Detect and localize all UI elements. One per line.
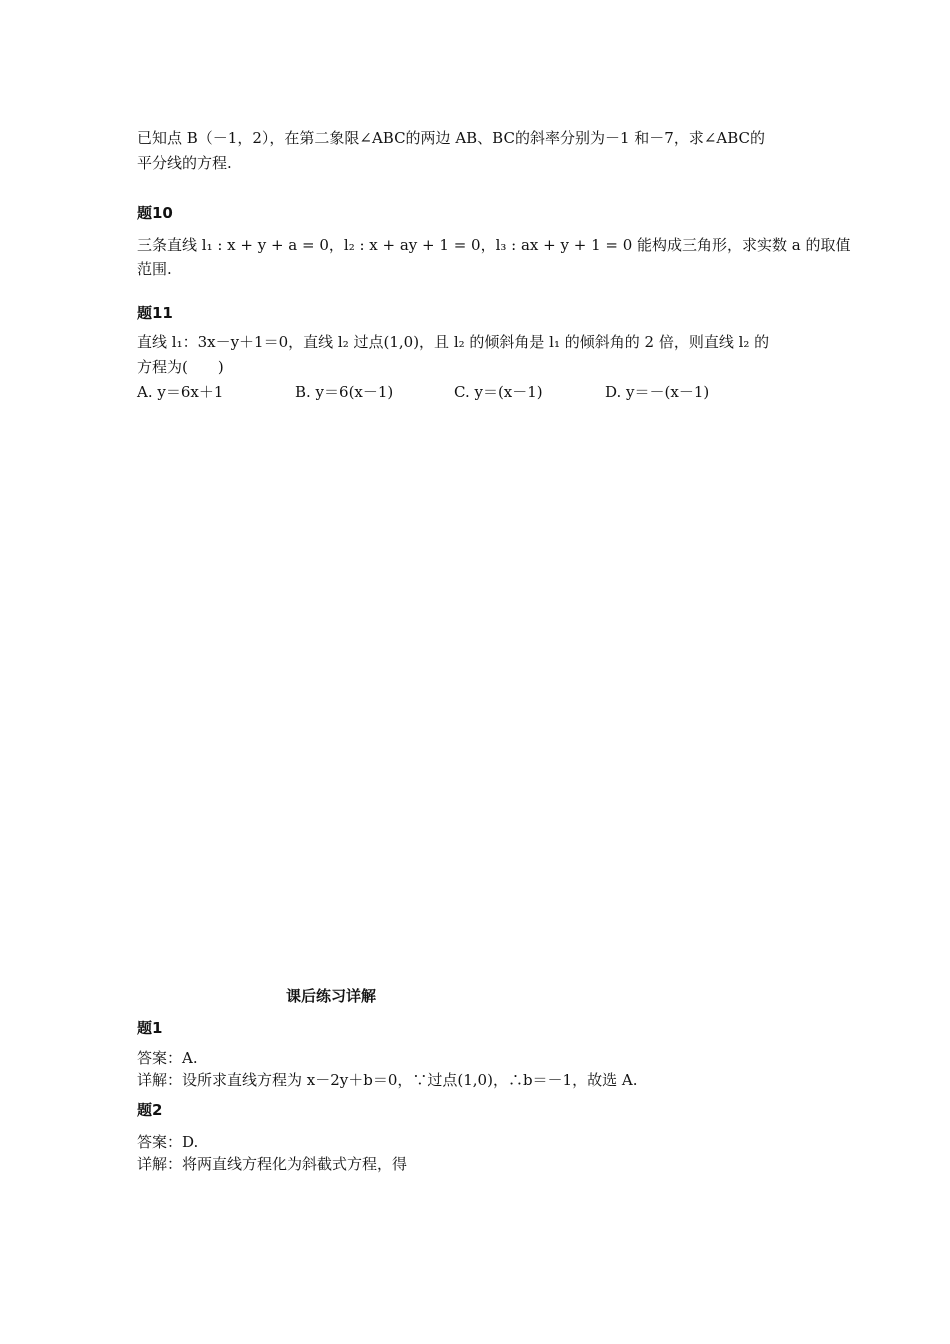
solution1-detail: 详解：设所求直线方程为 x－2y＋b＝0，∵过点(1,0)，∴b＝－1，故选 A. bbox=[137, 1071, 638, 1089]
solutions-title: 课后练习详解 bbox=[286, 987, 377, 1005]
problem11-line1: 直线 l₁：3x－y＋1＝0，直线 l₂ 过点(1,0)，且 l₂ 的倾斜角是 l₁ 的倾斜角的 2 倍，则直线 l₂ 的 bbox=[137, 333, 770, 351]
problem9-line1: 已知点 B（－1，2），在第二象限∠ABC的两边 AB、BC的斜率分别为－1 和－7，求∠ABC的 bbox=[137, 129, 765, 147]
problem11-heading: 题11 bbox=[137, 304, 173, 322]
solution2-answer: 答案：D. bbox=[137, 1133, 199, 1151]
solution2-detail: 详解：将两直线方程化为斜截式方程，得 bbox=[137, 1155, 408, 1173]
problem10-line1: 三条直线 l₁ : x + y + a = 0，l₂ : x + ay + 1 = 0，l₃ : ax + y + 1 = 0 能构成三角形，求实数 a 的取值 bbox=[137, 236, 851, 254]
problem11-line2: 方程为( ) bbox=[137, 358, 224, 376]
option-a: A. y＝6x＋1 bbox=[137, 383, 224, 401]
option-b: B. y＝6(x－1) bbox=[295, 383, 394, 401]
option-d: D. y＝－(x－1) bbox=[605, 383, 710, 401]
solution2-heading: 题2 bbox=[137, 1101, 163, 1119]
problem10-heading: 题10 bbox=[137, 204, 173, 222]
problem10-line2: 范围. bbox=[137, 260, 172, 278]
option-c: C. y＝(x－1) bbox=[454, 383, 543, 401]
problem9-line2: 平分线的方程. bbox=[137, 154, 232, 172]
solution1-heading: 题1 bbox=[137, 1019, 163, 1037]
solution1-answer: 答案：A. bbox=[137, 1049, 198, 1067]
